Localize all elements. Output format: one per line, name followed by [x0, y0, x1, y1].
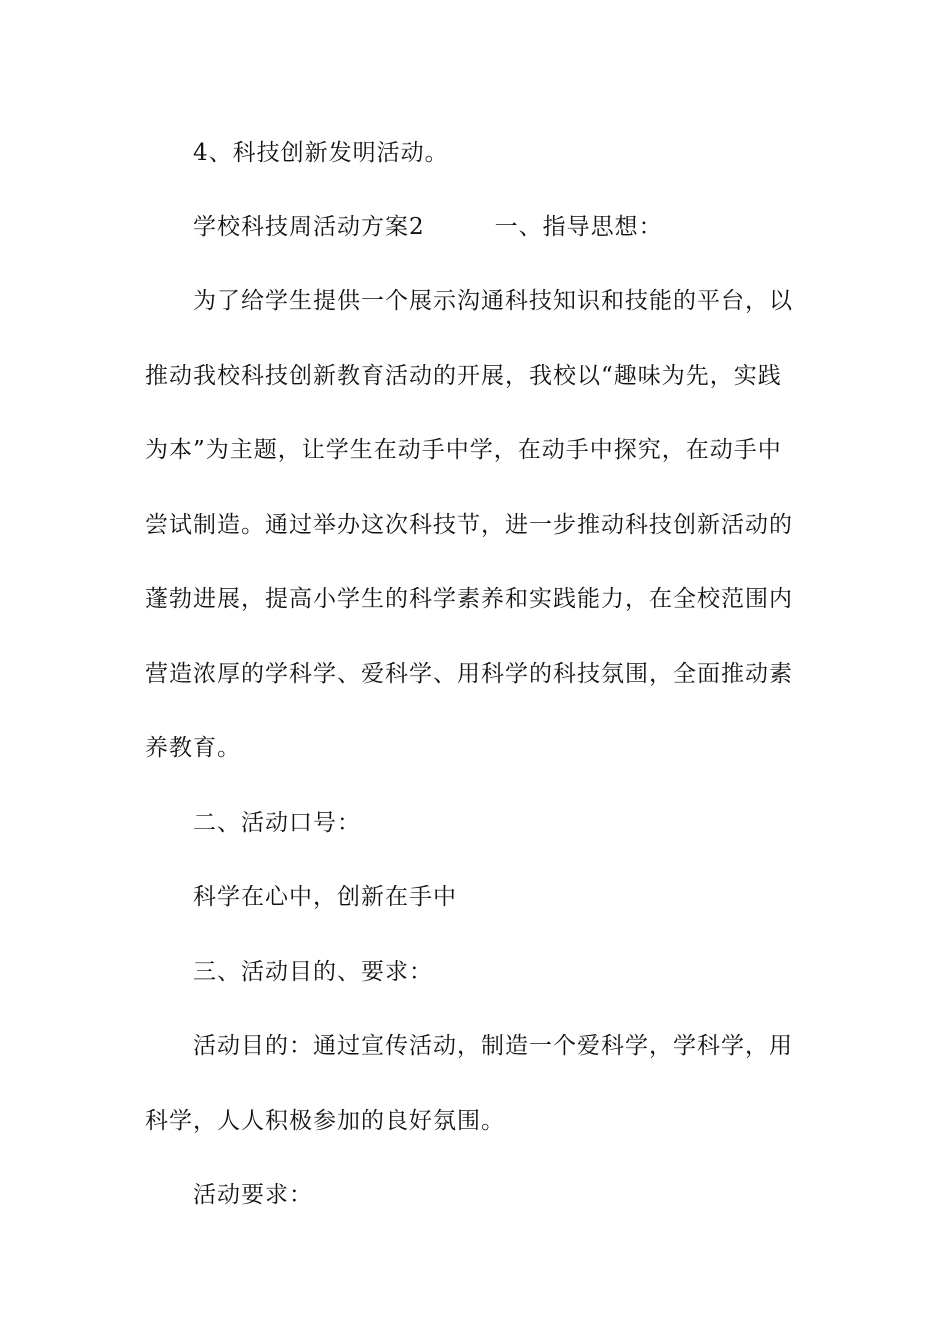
purpose-line-2: 科学，人人积极参加的良好氛围。 [145, 1108, 505, 1134]
list-item-4: 4、科技创新发明活动。 [193, 140, 449, 166]
plan-title: 学校科技周活动方案2 [193, 214, 425, 240]
para-1-line-7: 养教育。 [145, 735, 241, 761]
requirements-heading: 活动要求： [193, 1182, 313, 1208]
purpose-line-1: 活动目的：通过宣传活动，制造一个爱科学，学科学，用 [193, 1033, 793, 1059]
para-1-line-3: 为本”为主题，让学生在动手中学，在动手中探究，在动手中 [145, 437, 782, 463]
section-1-heading: 一、指导思想： [494, 214, 663, 240]
para-1-line-4: 尝试制造。通过举办这次科技节，进一步推动科技创新活动的 [145, 512, 793, 538]
para-1-line-1: 为了给学生提供一个展示沟通科技知识和技能的平台，以 [193, 288, 793, 314]
section-2-heading: 二、活动口号： [193, 810, 361, 836]
para-1-line-2: 推动我校科技创新教育活动的开展，我校以“趣味为先，实践 [145, 363, 782, 389]
plan-title-line [193, 212, 858, 242]
para-1-line-5: 蓬勃进展，提高小学生的科学素养和实践能力，在全校范围内 [145, 586, 793, 612]
slogan: 科学在心中，创新在手中 [193, 884, 457, 910]
para-1-line-6: 营造浓厚的学科学、爱科学、用科学的科技氛围，全面推动素 [145, 661, 793, 687]
section-3-heading: 三、活动目的、要求： [193, 959, 433, 985]
